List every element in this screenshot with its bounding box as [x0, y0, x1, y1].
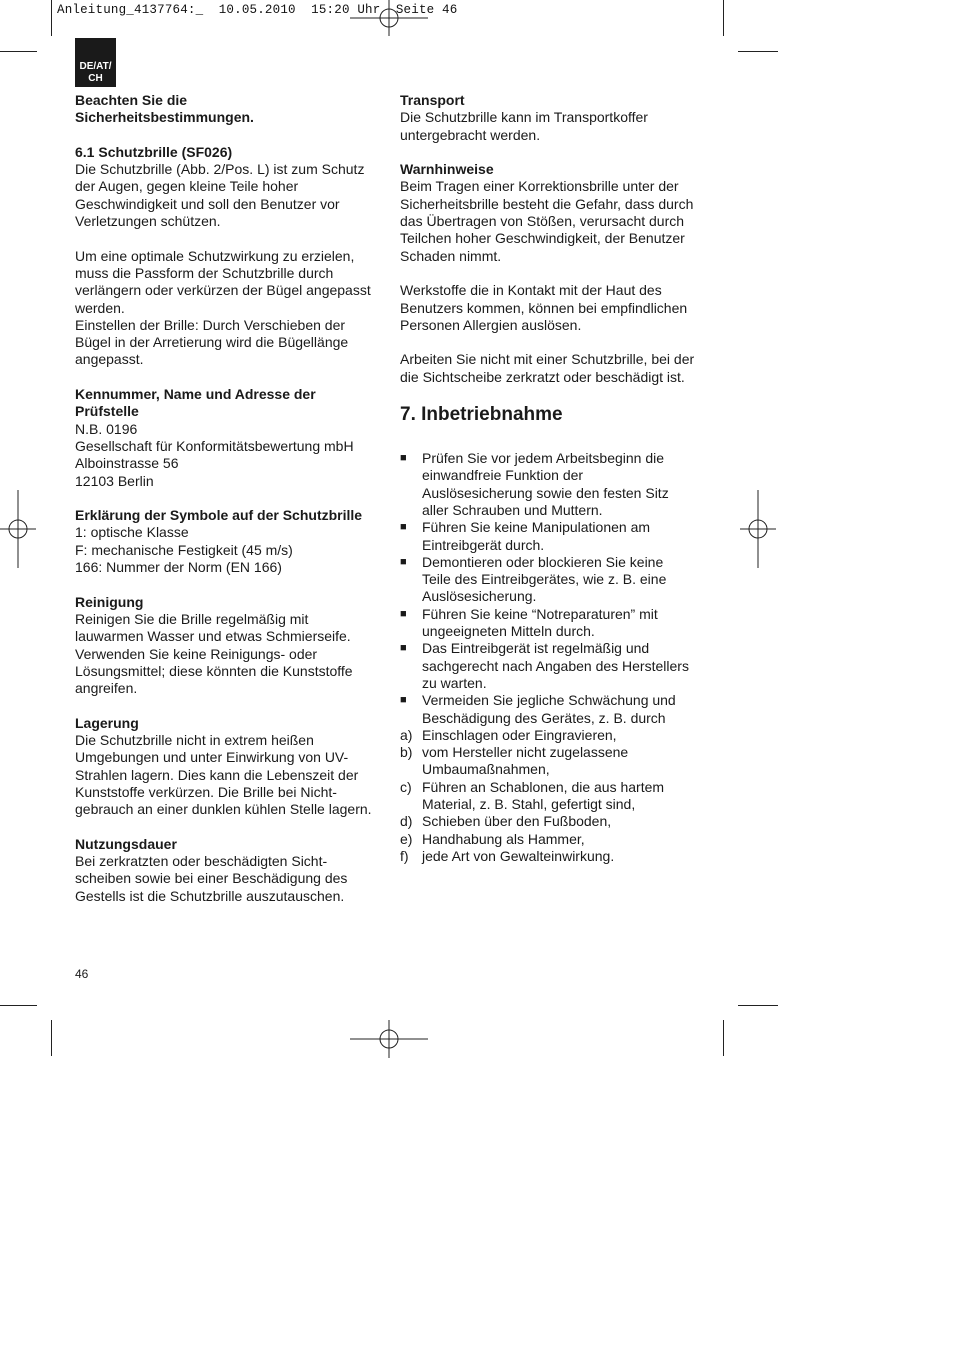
list-item	[400, 450, 710, 519]
list-marker: a)	[400, 726, 413, 743]
text-line: Bei zerkratzten oder beschädigten Sicht-	[75, 853, 328, 870]
text-line: Führen Sie keine Manipulationen am	[422, 519, 651, 536]
text-line: zu warten.	[422, 674, 487, 691]
text-line: Werkstoffe die in Kontakt mit der Haut des	[400, 282, 662, 299]
text-line: Vermeiden Sie jegliche Schwächung und	[422, 692, 676, 709]
text-line: Beschädigung des Gerätes, z. B. durch	[422, 709, 666, 726]
text-line: Bügel in der Arretierung wird die Bügellänge	[75, 334, 349, 351]
list-item	[400, 554, 710, 606]
text-line: Die Schutzbrille nicht in extrem heißen	[75, 731, 314, 748]
text-line: Teile des Eintreibgerätes, wie z. B. eine	[422, 571, 667, 588]
text-line: Kunststoffe verkürzen. Die Brille bei Nicht-	[75, 783, 337, 800]
text-line: Handhabung als Hammer,	[422, 830, 585, 847]
section-heading: Transport	[400, 92, 465, 108]
list-marker: c)	[400, 778, 412, 795]
text-line: sachgerecht nach Angaben des Herstellers	[422, 657, 689, 674]
text-line: werden.	[75, 299, 125, 316]
page-number: 46	[75, 967, 89, 981]
list-item	[400, 692, 710, 727]
crop-mark	[0, 51, 37, 52]
text-line: 166: Nummer der Norm (EN 166)	[75, 559, 282, 576]
list-item	[400, 744, 710, 779]
list-item	[400, 779, 710, 814]
registration-mark-icon	[350, 1020, 428, 1058]
list-item	[400, 831, 710, 848]
text-line: gebrauch an einer dunklen kühlen Stelle lagern.	[75, 801, 372, 818]
crop-mark	[51, 0, 52, 36]
print-slug: Anleitung_4137764:_ 10.05.2010 15:20 Uhr Seite 46	[57, 3, 458, 17]
crop-mark	[723, 1020, 724, 1056]
text-line: Prüfen Sie vor jedem Arbeitsbeginn die	[422, 450, 665, 467]
list-item	[400, 640, 710, 692]
cleaning-section	[75, 594, 385, 698]
text-line: Benutzers kommen, können bei empfindlichen	[400, 299, 688, 316]
section-heading: Prüfstelle	[75, 403, 139, 420]
text-line: Verwenden Sie keine Reinigungs- oder	[75, 645, 318, 662]
text-line: untergebracht werden.	[400, 126, 541, 143]
registration-mark-icon	[0, 490, 36, 568]
registration-mark-icon	[350, 0, 428, 36]
language-badge-line: CH	[88, 73, 103, 84]
text-line: angepasst.	[75, 351, 144, 368]
text-line: Führen an Schablonen, die aus hartem	[422, 778, 665, 795]
text-line: jede Art von Gewalteinwirkung.	[422, 847, 615, 864]
text-line: F: mechanische Festigkeit (45 m/s)	[75, 541, 293, 558]
bullet-square-icon: ■	[400, 642, 407, 655]
storage-section	[75, 715, 385, 819]
right-column	[400, 92, 710, 865]
crop-mark	[0, 1005, 37, 1006]
text-line: Strahlen lagern. Dies kann die Lebenszeit der	[75, 766, 359, 783]
text-line: Auslösesicherung sowie den festen Sitz	[422, 484, 669, 501]
text-line: lauwarmen Wasser und etwas Schmierseife.	[75, 628, 351, 645]
text-line: Um eine optimale Schutzwirkung zu erzielen,	[75, 247, 355, 264]
language-badge	[75, 38, 116, 87]
crop-mark	[738, 51, 778, 52]
service-life-section	[75, 836, 385, 905]
text-line: N.B. 0196	[75, 420, 138, 437]
text-line: Die Schutzbrille (Abb. 2/Pos. L) ist zum Schutz	[75, 161, 365, 178]
language-badge-line: DE/AT/	[79, 61, 112, 72]
text-line: Geschwindigkeit und soll den Benutzer vor	[75, 195, 340, 212]
text-line: Sicherheitsbrille besteht die Gefahr, dass durch	[400, 195, 694, 212]
list-marker: f)	[400, 847, 409, 864]
list-marker: e)	[400, 830, 413, 847]
text-line: Einstellen der Brille: Durch Verschieben der	[75, 316, 346, 333]
text-line: Schaden nimmt.	[400, 247, 502, 264]
text-line: das Übertragen von Stößen, verursacht durch	[400, 213, 685, 230]
allergy-paragraph	[400, 282, 710, 334]
test-body-section	[75, 386, 385, 490]
text-line: ungeeigneten Mitteln durch.	[422, 623, 595, 640]
symbols-section	[75, 507, 385, 576]
commissioning-list	[400, 450, 710, 865]
warnings-section	[400, 161, 710, 265]
text-line: Gesellschaft für Konformitätsbewertung mbH	[75, 437, 354, 454]
section-heading: Nutzungsdauer	[75, 835, 177, 852]
text-line: Umgebungen und unter Einwirkung von UV-	[75, 749, 349, 766]
bullet-square-icon: ■	[400, 521, 407, 534]
text-line: 12103 Berlin	[75, 472, 154, 489]
text-line: verlängern oder verkürzen der Bügel angepasst	[75, 282, 371, 299]
text-line: Verletzungen schützen.	[75, 213, 221, 230]
text-line: Lösungsmittel; diese könnten die Kunststoffe	[75, 662, 353, 679]
text-line: Umbaumaßnahmen,	[422, 761, 550, 778]
text-line: Das Eintreibgerät ist regelmäßig und	[422, 640, 650, 657]
damaged-lens-paragraph	[400, 351, 710, 386]
text-line: aller Schrauben und Muttern.	[422, 501, 603, 518]
text-line: Sicherheitsbestimmungen.	[75, 109, 254, 126]
bullet-square-icon: ■	[400, 452, 407, 465]
text-line: die Sichtscheibe zerkratzt oder beschädigt ist.	[400, 368, 685, 385]
list-item	[400, 727, 710, 744]
text-line: vom Hersteller nicht zugelassene	[422, 744, 629, 761]
left-column	[75, 92, 385, 922]
text-line: Auslösesicherung.	[422, 588, 537, 605]
transport-section	[400, 92, 710, 144]
bullet-square-icon: ■	[400, 555, 407, 568]
text-line: Beachten Sie die	[75, 92, 188, 108]
crop-mark	[51, 1020, 52, 1056]
text-line: angreifen.	[75, 680, 138, 697]
section-heading: 6.1 Schutzbrille (SF026)	[75, 143, 233, 160]
text-line: scheiben sowie bei einer Beschädigung des	[75, 870, 348, 887]
text-line: Reinigen Sie die Brille regelmäßig mit	[75, 610, 309, 627]
text-line: Die Schutzbrille kann im Transportkoffer	[400, 109, 648, 126]
list-item	[400, 813, 710, 830]
text-line: 1: optische Klasse	[75, 524, 189, 541]
section-heading: Warnhinweise	[400, 161, 494, 178]
list-item	[400, 606, 710, 641]
text-line: Einschlagen oder Eingravieren,	[422, 726, 617, 743]
list-item	[400, 848, 710, 865]
section-heading: Lagerung	[75, 714, 139, 731]
text-line: Gestells ist die Schutzbrille auszutauschen.	[75, 887, 345, 904]
bullet-square-icon: ■	[400, 607, 407, 620]
list-item	[400, 519, 710, 554]
section-6-1	[75, 144, 385, 230]
text-line: muss die Passform der Schutzbrille durch	[75, 264, 334, 281]
list-marker: d)	[400, 813, 413, 830]
text-line: Teilchen hoher Geschwindigkeit, der Benutzer	[400, 230, 685, 247]
bullet-square-icon: ■	[400, 694, 407, 707]
registration-mark-icon	[740, 490, 776, 568]
section-heading: Reinigung	[75, 593, 144, 610]
crop-mark	[738, 1005, 778, 1006]
section-heading: Erklärung der Symbole auf der Schutzbrille	[75, 507, 363, 524]
section-heading: Kennummer, Name und Adresse der	[75, 386, 316, 403]
text-line: Arbeiten Sie nicht mit einer Schutzbrille, bei der	[400, 351, 695, 368]
text-line: Alboinstrasse 56	[75, 455, 179, 472]
text-line: Eintreibgerät durch.	[422, 536, 545, 553]
text-line: einwandfreie Funktion der	[422, 467, 584, 484]
section-7-title: 7. Inbetriebnahme	[400, 404, 563, 426]
crop-mark	[723, 0, 724, 36]
text-line: Personen Allergien auslösen.	[400, 316, 582, 333]
list-marker: b)	[400, 744, 413, 761]
text-line: der Augen, gegen kleine Teile hoher	[75, 178, 299, 195]
fit-adjustment-paragraph	[75, 248, 385, 369]
text-line: Führen Sie keine “Notreparaturen” mit	[422, 605, 658, 622]
text-line: Demontieren oder blockieren Sie keine	[422, 553, 664, 570]
safety-notice	[75, 92, 385, 127]
text-line: Material, z. B. Stahl, gefertigt sind,	[422, 795, 636, 812]
text-line: Beim Tragen einer Korrektionsbrille unter der	[400, 178, 679, 195]
text-line: Schieben über den Fußboden,	[422, 813, 612, 830]
